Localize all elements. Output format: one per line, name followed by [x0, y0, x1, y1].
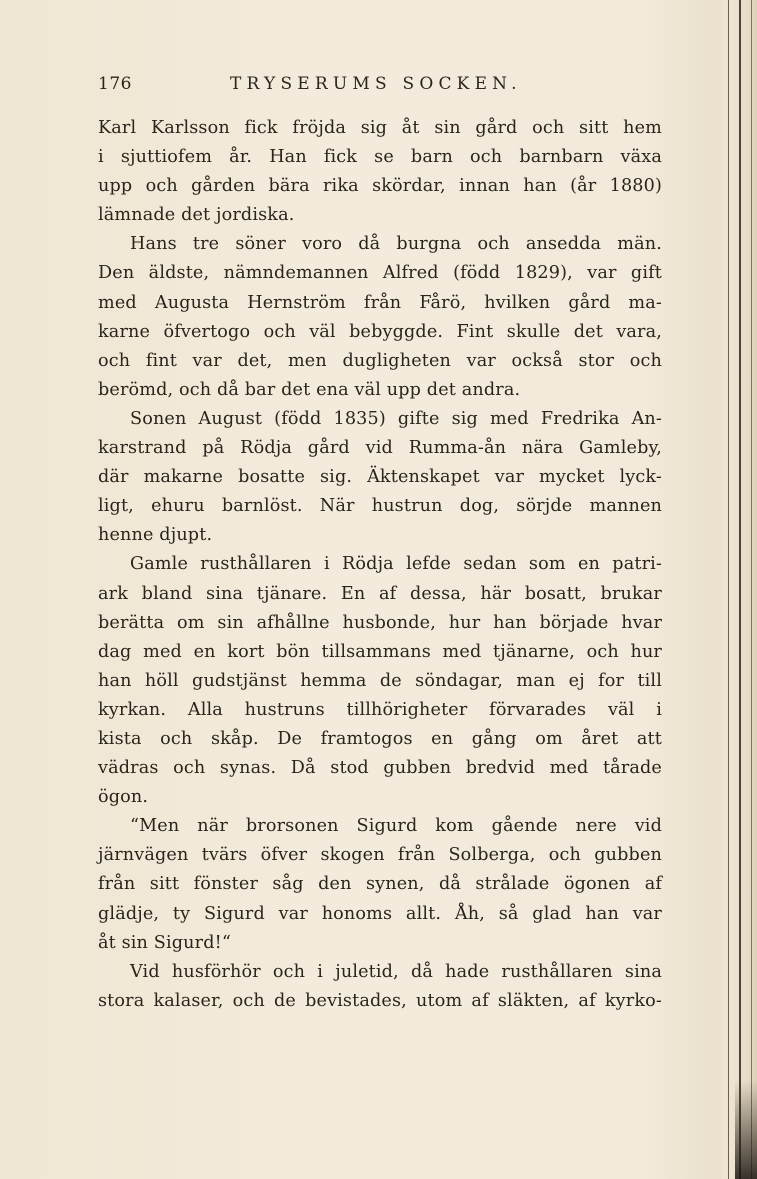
- text-line: från sitt fönster såg den synen, då strålade ögonen af: [98, 874, 662, 895]
- text-line: Sonen August (född 1835) gifte sig med Fredrika An-: [130, 408, 662, 429]
- text-line: vädras och synas. Då stod gubben bredvid med tårade: [98, 758, 662, 779]
- text-line: Hans tre söner voro då burgna och ansedda män.: [130, 234, 662, 255]
- text-line: han höll gudstjänst hemma de söndagar, man ej for till: [98, 670, 662, 691]
- text-line: ligt, ehuru barnlöst. När hustrun dog, sörjde mannen: [98, 496, 662, 517]
- text-line: med Augusta Hernström från Fårö, hvilken gård ma-: [98, 292, 662, 313]
- page-edge-line: [751, 0, 752, 1179]
- page-number: 176: [98, 74, 132, 94]
- binding-shadow: [735, 1080, 757, 1179]
- text-line: kyrkan. Alla hustruns tillhörigheter förvarades väl i: [98, 699, 662, 720]
- page-edge-line: [728, 0, 729, 1179]
- text-line: där makarne bosatte sig. Äktenskapet var mycket lyck-: [98, 467, 662, 488]
- text-line: Gamle rusthållaren i Rödja lefde sedan som en patri-: [130, 554, 662, 575]
- text-line: karne öfvertogo och väl bebyggde. Fint skulle det vara,: [98, 321, 662, 342]
- text-line: i sjuttiofem år. Han fick se barn och barnbarn växa: [98, 147, 662, 168]
- text-line: upp och gården bära rika skördar, innan han (år 1880): [98, 176, 662, 197]
- text-line: dag med en kort bön tillsammans med tjänarne, och hur: [98, 641, 662, 662]
- text-line: åt sin Sigurd!“: [98, 932, 231, 953]
- text-line: glädje, ty Sigurd var honoms allt. Åh, så glad han var: [98, 903, 662, 924]
- text-line: berömd, och då bar det ena väl upp det andra.: [98, 379, 521, 400]
- page-edge-line: [739, 0, 741, 1179]
- text-line: “Men när brorsonen Sigurd kom gående nere vid: [130, 816, 662, 837]
- page-header: [98, 74, 664, 104]
- text-line: karstrand på Rödja gård vid Rumma-ån nära Gamleby,: [98, 438, 662, 459]
- text-line: berätta om sin afhållne husbonde, hur han började hvar: [98, 612, 662, 633]
- running-head: TRYSERUMS SOCKEN.: [230, 74, 522, 94]
- text-line: stora kalaser, och de bevistades, utom af släkten, af kyrko-: [98, 990, 662, 1011]
- text-line: henne djupt.: [98, 525, 213, 546]
- text-line: ark bland sina tjänare. En af dessa, här bosatt, brukar: [98, 583, 662, 604]
- text-line: Vid husförhör och i juletid, då hade rusthållaren sina: [130, 961, 662, 982]
- text-line: Den äldste, nämndemannen Alfred (född 1829), var gift: [98, 263, 662, 284]
- text-line: och fint var det, men dugligheten var också stor och: [98, 350, 662, 371]
- text-line: ögon.: [98, 787, 149, 808]
- body-text: [98, 114, 662, 1016]
- text-line: järnvägen tvärs öfver skogen från Solberga, och gubben: [98, 845, 662, 866]
- text-line: lämnade det jordiska.: [98, 205, 295, 226]
- text-line: Karl Karlsson fick fröjda sig åt sin gård och sitt hem: [98, 118, 662, 138]
- text-line: kista och skåp. De framtogos en gång om året att: [98, 728, 662, 749]
